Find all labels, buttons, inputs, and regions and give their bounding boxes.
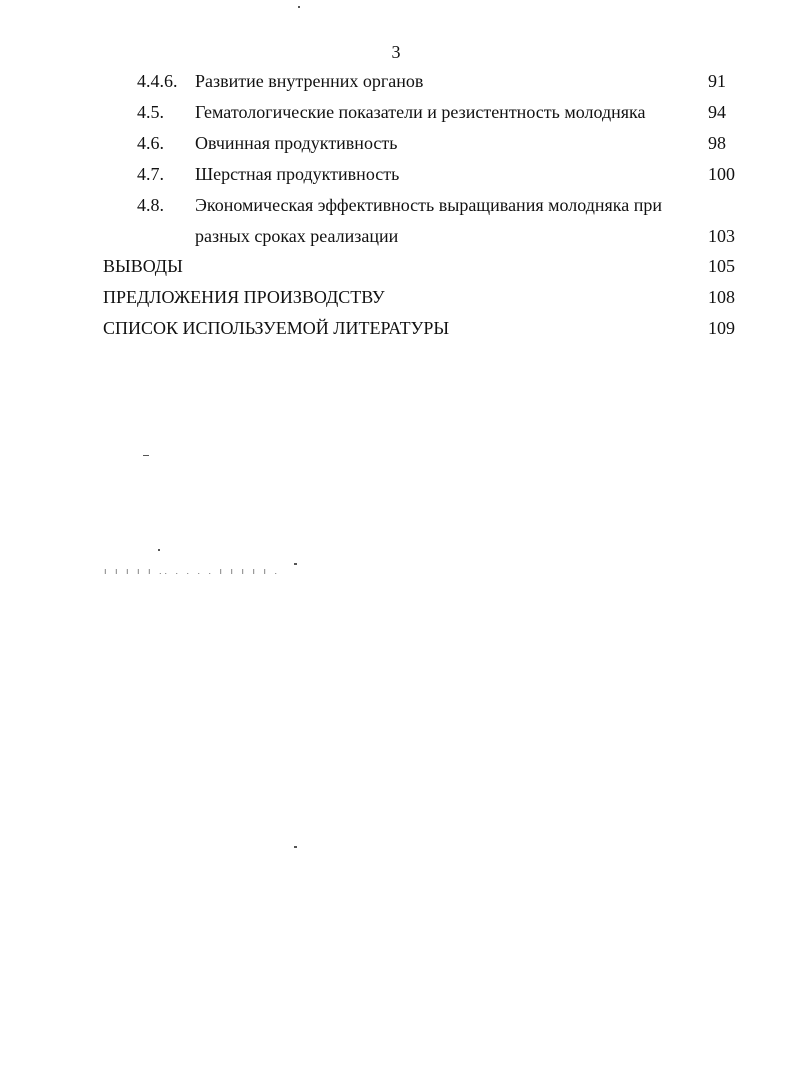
toc-entry-number: 4.5. (137, 102, 164, 122)
toc-entry-title: Гематологические показатели и резистентность молодняка (195, 102, 646, 122)
toc-entry-title-continuation: разных сроках реализации (195, 226, 399, 246)
scan-speck (158, 549, 160, 551)
toc-entry-4-5 (0, 99, 792, 125)
page-number: 3 (391, 42, 401, 62)
toc-section-page: 108 (708, 287, 735, 307)
toc-section-page: 105 (708, 256, 735, 276)
toc-entry-page: 103 (708, 226, 735, 246)
toc-entry-number: 4.7. (137, 164, 164, 184)
toc-entry-4-6 (0, 130, 792, 156)
toc-entry-4-8-continuation (0, 223, 792, 249)
toc-section-page: 109 (708, 318, 735, 338)
toc-entry-number: 4.4.6. (137, 71, 178, 91)
toc-section-references (0, 315, 792, 341)
toc-section-proposals (0, 284, 792, 310)
toc-entry-4-7 (0, 161, 792, 187)
toc-section-title: ПРЕДЛОЖЕНИЯ ПРОИЗВОДСТВУ (103, 287, 385, 307)
toc-entry-number: 4.8. (137, 195, 164, 215)
scan-speck (298, 6, 300, 8)
toc-entry-number: 4.6. (137, 133, 164, 153)
toc-entry-page: 100 (708, 164, 735, 184)
toc-entry-page: 98 (708, 133, 726, 153)
toc-entry-4-4-6 (0, 68, 792, 94)
toc-entry-title: Экономическая эффективность выращивания молодняка при (195, 195, 663, 215)
scan-speck (143, 455, 149, 456)
toc-section-title: СПИСОК ИСПОЛЬЗУЕМОЙ ЛИТЕРАТУРЫ (103, 318, 450, 338)
toc-entry-page: 94 (708, 102, 726, 122)
toc-entry-page: 91 (708, 71, 726, 91)
toc-entry-title: Овчинная продуктивность (195, 133, 398, 153)
toc-entry-title: Развитие внутренних органов (195, 71, 424, 91)
toc-entry-title: Шерстная продуктивность (195, 164, 400, 184)
toc-section-title: ВЫВОДЫ (103, 256, 183, 276)
scan-speck (294, 846, 297, 848)
scan-speck (294, 563, 297, 565)
scan-noise: ı ı ı ı ı .. . . . . ı ı ı ı ı . (104, 566, 281, 576)
toc-section-conclusions (0, 253, 792, 279)
toc-entry-4-8 (0, 192, 792, 218)
